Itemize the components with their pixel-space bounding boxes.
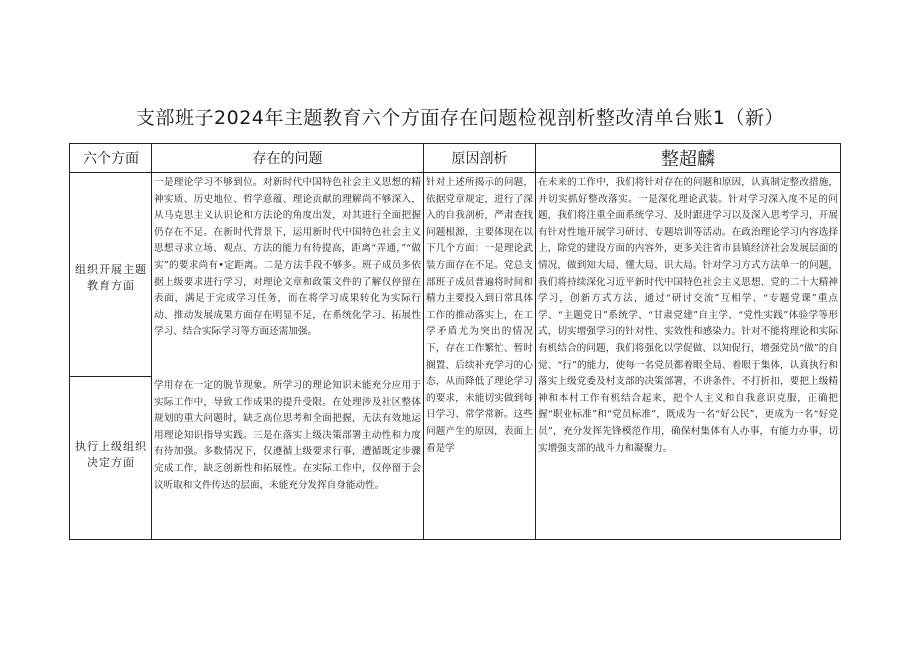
problem-cell: 学用存在一定的脱节现象。所学习的理论知识未能充分应用于实际工作中，导致工作成果的提升受限。在处理涉及社区整体规划的重大问题时，缺乏高位思考和全面把握，无法有效地运用理论知识指导实践。三是在落实上级决策部署主动性和力度有待加强。多数情况下，仅遵循上级要求行事，遭循既定步骤完成工作，缺乏创新性和拓展性。在实际工作中，仅停留于会议听取和文件传达的层面，未能充分发挥自身能动性。 (154, 380, 421, 491)
header-rectification: 整超麟 (661, 148, 715, 170)
column-divider (423, 143, 424, 540)
problem-cell: 一是理论学习不够到位。对新时代中国特色社会主义思想的精神实质、历史地位、哲学意蕴、理论贡献的理解尚不够深入，从马克思主义认识论和方法论的角度出发，对其进行全面把握仍存在不足。在新时代背景下，运用新时代中国特色社会主义思想寻求立场、观点、方法的能力有待提高，距离“弄通，”“做实”的要求尚有•定距离。二是方法手段不够多。班子成员多依据上级要求进行学习，对理论文章和政策文件的了解仅停留在表面，满足于完成学习任务，而在将学习成果转化为实际行动、推动发展成果方面存在明显不足，在系统化学习、拓展性学习、结合实际学习等方面还需加强。 (154, 177, 421, 338)
aspect-label: 执行上级组织决定方面 (75, 440, 147, 469)
row-divider (69, 376, 151, 377)
column-divider (535, 143, 536, 540)
table-border-bottom (69, 539, 841, 540)
header-aspect: 六个方面 (83, 150, 139, 167)
aspect-label: 组织开展主题教育方面 (75, 263, 147, 292)
rectification-cell: 在未来的工作中，我们将针对存在的问题和原因，认真制定整改措施，并切实抓好整改落实。一是深化理论武装。针对学习深入度不足的问题，我们将注重全面系统学习、及时跟进学习以及深入思考学习，开展有针对性地开展学习研讨、专题培训等活动。在政治理论学习内容选择上，除党的建设方面的内容外，更多关注省市县镇经济社会发展层面的情况，做到知大局、懂大局、识大局。针对学习方式方法单一的问题，我们将持续深化习近平新时代中国特色社会主义思想、党的二十大精神学习，创新方式方法，通过“研讨交流”互相学、“专题党课”重点学、“主题党日”系统学、“甘肃党建”自主学、“党性实践”体验学等形式，切实增强学习的针对性、实效性和感染力。针对不能将理论和实际有机结合的问题，我们将强化以学促做、以知促行，增强党员“做”的自觉、“行”的能力，使每一名党员都着眼全局、着眼于集体，认真执行和落实上级党委及村支部的决策部署，不讲条件、不打折扣，要把上级精神和本村工作有机结合起来，把个人主义和自我意识克服，正确把握“职业标准”和“党员标准”，既成为一名“好公民”，更成为一名“好党员”，充分发挥先锋模范作用，确保村集体有人办事，有能力办事，切实增强支部的战斗力和凝聚力。 (538, 177, 838, 454)
header-problems: 存在的问题 (252, 150, 323, 167)
header-analysis: 原因剖析 (451, 150, 508, 167)
document-title: 支部班子2024年主题教育六个方面存在问题检视剖析整改清单台账1（新） (136, 107, 784, 129)
table-border-right (840, 143, 841, 540)
header-divider (69, 172, 841, 173)
table-border-left (69, 143, 70, 540)
column-divider (151, 143, 152, 540)
analysis-cell: 针对上述所揭示的问题，依据党章规定，进行了深入的自我剖析，严肃查找问题根源，主要体现在以下几个方面：一是理论武装方面存在不足。党总支部班子成员普遍将时间和精力主要投入到日常具体工作的推动落实上，在工学矛盾尤为突出的情况下，存在工作繁忙、暂时搁置、后续补充学习的心态，从而降低了理论学习的要求，未能切实做到每日学习、常学常新。这些问题产生的原因，表面上看是学 (426, 177, 533, 454)
